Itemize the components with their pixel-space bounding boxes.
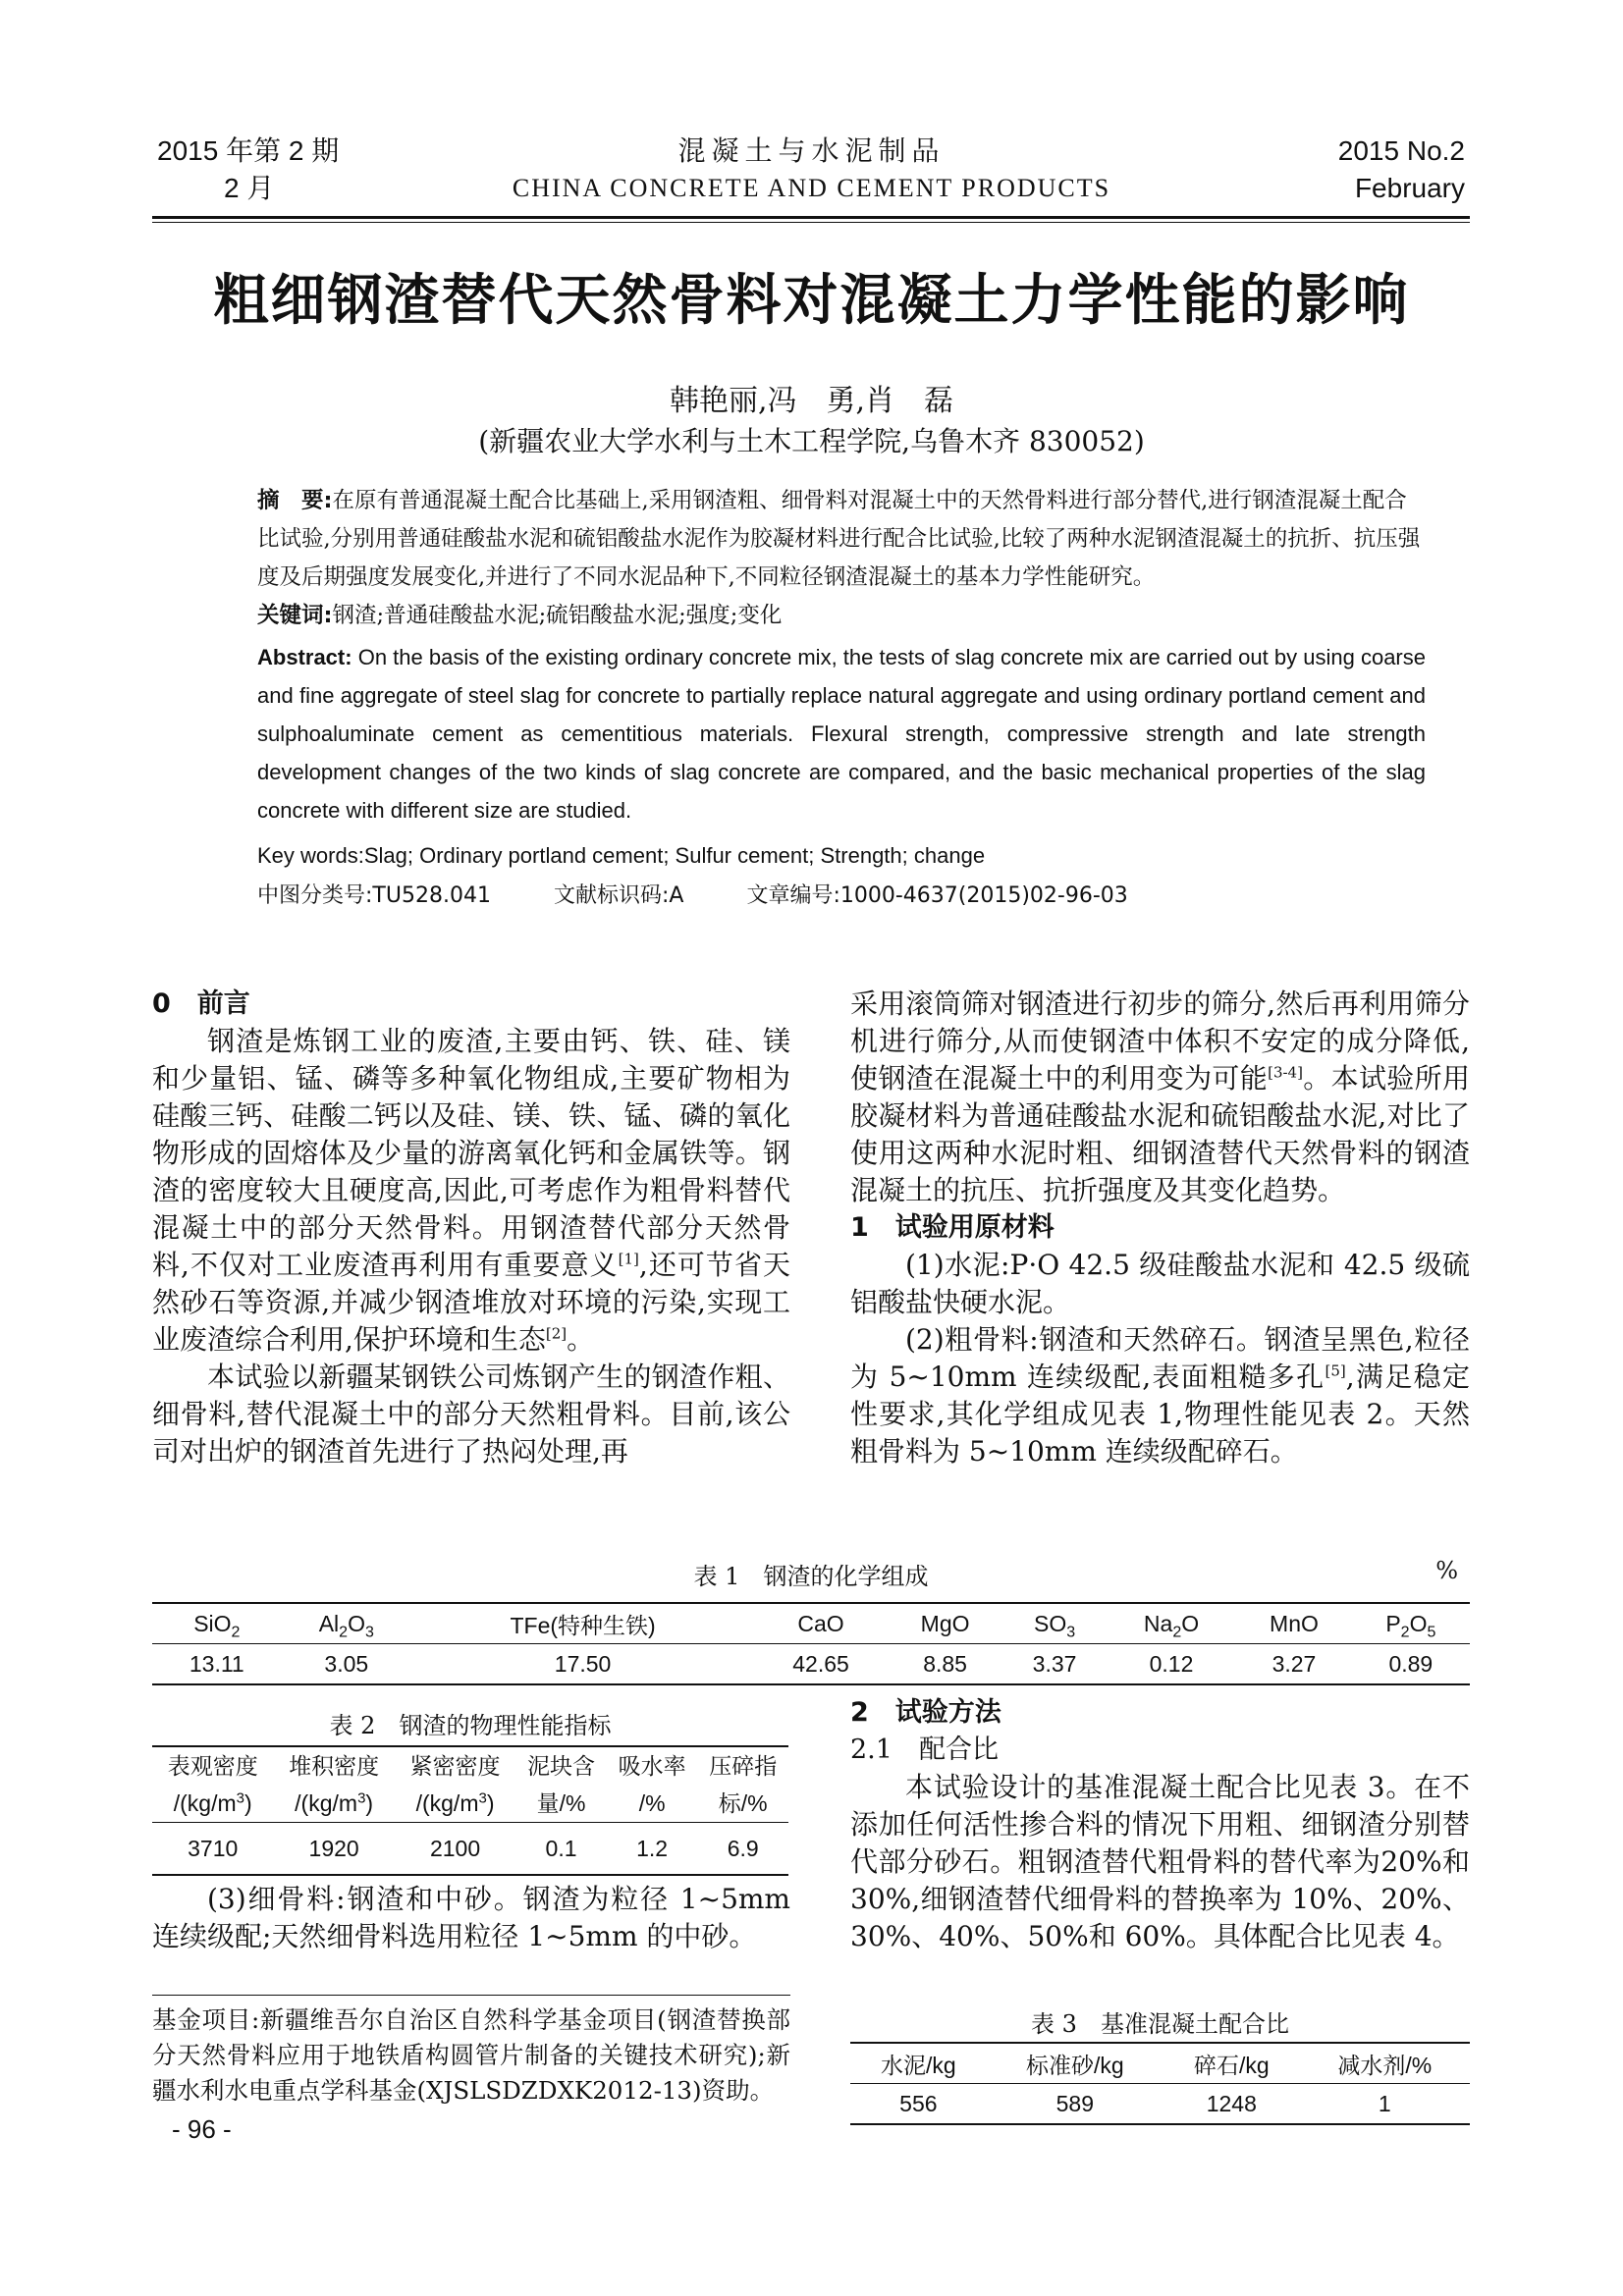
table2-header: 吸水率 bbox=[607, 1746, 698, 1785]
table3-header: 减水剂/% bbox=[1300, 2043, 1470, 2084]
left-column-lower bbox=[152, 1881, 790, 1955]
abstract-en-text: On the basis of the existing ordinary concrete mix, the tests of slag concrete mix are carried out by using coarse and fine aggregate of steel slag for concrete to partially replace natural aggregate and using ordinary portland cement and sulphoaluminate cement as cementitious materials. Flexural strength, compressive strength and late strength development changes of the two kinds of slag concrete are compared, and the basic mechanical properties of the slag concrete with different size are studied. bbox=[257, 645, 1426, 823]
table2-cell: 1.2 bbox=[607, 1823, 698, 1876]
materials-cement: (1)水泥:P·O 42.5 级硅酸盐水泥和 42.5 级硫铝酸盐快硬水泥。 bbox=[850, 1249, 1470, 1318]
table3-caption: 表 3 基准混凝土配合比 bbox=[1031, 2010, 1289, 2038]
article-no-label: 文章编号: bbox=[746, 883, 840, 908]
funding-note: 基金项目:新疆维吾尔自治区自然科学基金项目(钢渣替换部分天然骨料应用于地铁盾构圆管片制备的关键技术研究);新疆水利水电重点学科基金(XJSLSDZDXK2012-13)资助。 bbox=[152, 2005, 790, 2105]
table3-header-row bbox=[850, 2043, 1470, 2084]
table1-cell: 17.50 bbox=[411, 1644, 754, 1685]
keywords-en-label: Key words: bbox=[257, 843, 364, 868]
section-1-heading: 1 试验用原材料 bbox=[850, 1212, 1055, 1243]
doc-code: A bbox=[669, 883, 684, 908]
section-0-paragraph-2: 本试验以新疆某钢铁公司炼钢产生的钢渣作粗、细骨料,替代混凝土中的部分天然粗骨料。目前,该公司对出炉的钢渣首先进行了热闷处理,再 bbox=[152, 1361, 790, 1468]
table1-header: $Al_2O_3$ bbox=[282, 1603, 411, 1644]
table2-cell: 3710 bbox=[152, 1823, 273, 1876]
table3-cell: 1 bbox=[1300, 2084, 1470, 2125]
abstract-cn bbox=[257, 482, 1426, 597]
table2-cell: 2100 bbox=[395, 1823, 515, 1876]
table1-header: $SO_3$ bbox=[1002, 1603, 1106, 1644]
section-2-1-paragraph: 本试验设计的基准混凝土配合比见表 3。在不添加任何活性掺合料的情况下用粗、细钢渣分别替代部分砂石。粗钢渣替代粗骨料的替代率为20%和30%,细钢渣替代细骨料的替换率为 10%、20%、30%、40%、50%和 60%。具体配合比见表 4。 bbox=[850, 1771, 1470, 1952]
keywords-cn bbox=[257, 597, 1426, 635]
issue-month: February bbox=[1354, 173, 1465, 203]
table1-cell: 13.11 bbox=[152, 1644, 282, 1685]
table3-header: 碎石/kg bbox=[1163, 2043, 1300, 2084]
ref-1: [1] bbox=[618, 1250, 639, 1268]
table1-header: $P_2O_5$ bbox=[1352, 1603, 1470, 1644]
table1-cell: 42.65 bbox=[754, 1644, 888, 1685]
table1-header: TFe(特种生铁) bbox=[411, 1603, 754, 1644]
ref-5: [5] bbox=[1325, 1362, 1346, 1380]
footnote-rule bbox=[152, 1995, 790, 1996]
keywords-en-text: Slag; Ordinary portland cement; Sulfur cement; Strength; change bbox=[363, 843, 986, 868]
table1-chemical-composition bbox=[152, 1602, 1470, 1685]
table3-value-row bbox=[850, 2084, 1470, 2125]
table3-cell: 1248 bbox=[1163, 2084, 1300, 2125]
affiliation: (新疆农业大学水利与土木工程学院,乌鲁木齐 830052) bbox=[478, 425, 1145, 457]
journal-name-en: CHINA CONCRETE AND CEMENT PRODUCTS bbox=[512, 174, 1111, 202]
table2-cell: 0.1 bbox=[515, 1823, 607, 1876]
classification-line bbox=[257, 877, 1426, 915]
table2-header-unit: /% bbox=[607, 1785, 698, 1823]
table1-value-row bbox=[152, 1644, 1470, 1685]
table2-header-row-2 bbox=[152, 1785, 788, 1823]
table2-cell: 1920 bbox=[273, 1823, 394, 1876]
abstract-cn-text: 在原有普通混凝土配合比基础上,采用钢渣粗、细骨料对混凝土中的天然骨料进行部分替代,进行钢渣混凝土配合比试验,分别用普通硅酸盐水泥和硫铝酸盐水泥作为胶凝材料进行配合比试验,比较了两种水泥钢渣混凝土的抗折、抗压强度及后期强度发展变化,并进行了不同水泥品种下,不同粒径钢渣混凝土的基本力学性能研究。 bbox=[257, 488, 1421, 590]
table2-header-row-1 bbox=[152, 1746, 788, 1785]
table2-header-unit: 标/% bbox=[697, 1785, 788, 1823]
right-column-lower bbox=[850, 1694, 1470, 1955]
table2-header: 紧密密度 bbox=[395, 1746, 515, 1785]
table1-cell: 3.37 bbox=[1002, 1644, 1106, 1685]
table2-header: 泥块含 bbox=[515, 1746, 607, 1785]
clc-label: 中图分类号: bbox=[257, 883, 373, 908]
table1-header: MgO bbox=[888, 1603, 1002, 1644]
table2-header: 表观密度 bbox=[152, 1746, 273, 1785]
materials-coarse-aggregate: (2)粗骨料:钢渣和天然碎石。钢渣呈黑色,粒径为 5~10mm 连续级配,表面粗糙多孔[5],满足稳定性要求,其化学组成见表 1,物理性能见表 2。天然粗骨料为 5~10mm 连续级配碎石。 bbox=[850, 1323, 1470, 1468]
table2-header: 压碎指 bbox=[697, 1746, 788, 1785]
table1-cell: 3.05 bbox=[282, 1644, 411, 1685]
table1-header-row bbox=[152, 1603, 1470, 1644]
table1-caption-row bbox=[152, 1557, 1470, 1591]
table2-header-unit: $/(kg/m^3)$ bbox=[395, 1785, 515, 1823]
table1-cell: 0.89 bbox=[1352, 1644, 1470, 1685]
materials-fine-aggregate: (3)细骨料:钢渣和中砂。钢渣为粒径 1~5mm 连续级配;天然细骨料选用粒径 1~5mm 的中砂。 bbox=[152, 1883, 790, 1952]
abstract-cn-label: 摘 要: bbox=[257, 488, 333, 513]
section-2-1-heading: 2.1 配合比 bbox=[850, 1735, 999, 1765]
abstract-en-label: Abstract: bbox=[257, 645, 352, 669]
issue-line1: 2015 年第 2 期 bbox=[157, 135, 340, 166]
table1-unit: % bbox=[1435, 1557, 1458, 1584]
table2-cell: 6.9 bbox=[697, 1823, 788, 1876]
table3-header: 水泥/kg bbox=[850, 2043, 987, 2084]
table3-cell: 589 bbox=[987, 2084, 1163, 2125]
header-rule-thin bbox=[152, 222, 1470, 223]
journal-issue-en bbox=[1178, 133, 1465, 207]
ref-3-4: [3-4] bbox=[1268, 1063, 1303, 1082]
table2-header-unit: $/(kg/m^3)$ bbox=[273, 1785, 394, 1823]
keywords-cn-label: 关键词: bbox=[257, 603, 333, 628]
ref-2: [2] bbox=[545, 1324, 568, 1343]
abstract-en bbox=[257, 638, 1426, 829]
table1-cell: 0.12 bbox=[1107, 1644, 1236, 1685]
table2-caption: 表 2 钢渣的物理性能指标 bbox=[329, 1712, 612, 1739]
table1-cell: 8.85 bbox=[888, 1644, 1002, 1685]
table2-value-row bbox=[152, 1823, 788, 1876]
table3-mix-proportion bbox=[850, 2042, 1470, 2125]
article-no: 1000-4637(2015)02-96-03 bbox=[839, 883, 1128, 908]
table2-physical-properties bbox=[152, 1745, 788, 1876]
table2-header-unit: $/(kg/m^3)$ bbox=[152, 1785, 273, 1823]
table1-caption: 表 1 钢渣的化学组成 bbox=[693, 1563, 929, 1590]
journal-name-cn: 混凝土与水泥制品 bbox=[677, 134, 946, 167]
table1-header: MnO bbox=[1236, 1603, 1351, 1644]
issue-line2: 2 月 bbox=[224, 173, 275, 203]
issue-no: 2015 No.2 bbox=[1337, 135, 1465, 166]
keywords-cn-text: 钢渣;普通硅酸盐水泥;硫铝酸盐水泥;强度;变化 bbox=[332, 603, 783, 628]
table3-cell: 556 bbox=[850, 2084, 987, 2125]
table2-header-unit: 量/% bbox=[515, 1785, 607, 1823]
keywords-en bbox=[257, 836, 1426, 875]
table1-header: SiO$_2$ bbox=[152, 1603, 282, 1644]
table1-header: $Na_2O$ bbox=[1107, 1603, 1236, 1644]
doc-code-label: 文献标识码: bbox=[553, 883, 670, 908]
table1-header: CaO bbox=[754, 1603, 888, 1644]
table3-header: 标准砂/kg bbox=[987, 2043, 1163, 2084]
section-0-paragraph-2-cont: 采用滚筒筛对钢渣进行初步的筛分,然后再利用筛分机进行筛分,从而使钢渣中体积不安定的成分降低,使钢渣在混凝土中的利用变为可能[3-4]。本试验所用胶凝材料为普通硅酸盐水泥和硫铝酸盐水泥,对比了使用这两种水泥时粗、细钢渣替代天然骨料的钢渣混凝土的抗压、抗折强度及其变化趋势。 bbox=[850, 988, 1470, 1206]
table1-cell: 3.27 bbox=[1236, 1644, 1351, 1685]
table2-header: 堆积密度 bbox=[273, 1746, 394, 1785]
clc-code: TU528.041 bbox=[372, 883, 491, 908]
section-0-paragraph-1: 钢渣是炼钢工业的废渣,主要由钙、铁、硅、镁和少量铝、锰、磷等多种氧化物组成,主要矿物相为硅酸三钙、硅酸二钙以及硅、镁、铁、锰、磷的氧化物形成的固熔体及少量的游离氧化钙和金属铁等。钢渣的密度较大且硬度高,因此,可考虑作为粗骨料替代混凝土中的部分天然骨料。用钢渣替代部分天然骨料,不仅对工业废渣再利用有重要意义[1],还可节省天然砂石等资源,并减少钢渣堆放对环境的污染,实现工业废渣综合利用,保护环境和生态[2]。 bbox=[152, 1025, 791, 1356]
section-0-heading: 0 前言 bbox=[152, 988, 250, 1019]
authors: 韩艳丽,冯 勇,肖 磊 bbox=[669, 384, 954, 418]
section-2-heading: 2 试验方法 bbox=[850, 1697, 1001, 1728]
page-number: - 96 - bbox=[172, 2114, 232, 2144]
left-column bbox=[152, 986, 790, 1470]
right-column-upper bbox=[850, 986, 1470, 1470]
header-rule-thick bbox=[152, 216, 1470, 219]
paper-title: 粗细钢渣替代天然骨料对混凝土力学性能的影响 bbox=[213, 269, 1410, 333]
